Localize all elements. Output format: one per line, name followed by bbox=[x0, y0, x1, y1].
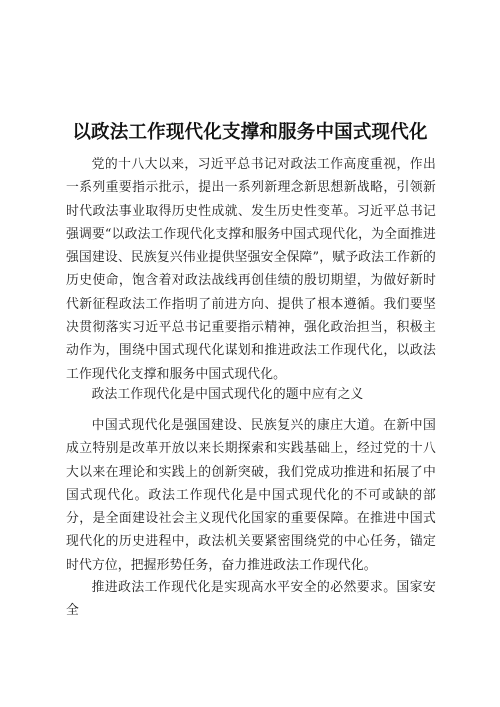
document-title: 以政法工作现代化支撑和服务中国式现代化 bbox=[72, 122, 428, 143]
paragraph-intro: 党的十八大以来，习近平总书记对政法工作高度重视，作出一系列重要指示批示，提出一系列新理念新思想新战略，引领新时代政法事业取得历史性成就、发生历史性变革。习近平总书记强调要“以政法工作现代化支撑和服务中国式现代化，为全面推进强国建设、民族复兴伟业提供坚强安全保障”，赋予政法工作新的历史使命，饱含着对政法战线再创佳绩的殷切期望，为做好新时代新征程政法工作指明了前进方向、提供了根本遵循。我们要坚决贯彻落实习近平总书记重要指示精神，强化政治担当，积极主动作为，围绕中国式现代化谋划和推进政法工作现代化，以政法工作现代化支撑和服务中国式现代化。 bbox=[66, 157, 436, 382]
paragraph-security: 推进政法工作现代化是实现高水平安全的必然要求。国家安全 bbox=[66, 580, 436, 619]
section-subheading: 政法工作现代化是中国式现代化的题中应有之义 bbox=[91, 387, 364, 402]
paragraph-modernization: 中国式现代化是强国建设、民族复兴的康庄大道。在新中国成立特别是改革开放以来长期探索和实践基础上，经过党的十八大以来在理论和实践上的创新突破，我们党成功推进和拓展了中国式现代化。政法工作现代化是中国式现代化的不可或缺的部分，是全面建设社会主义现代化国家的重要保障。在推进中国式现代化的历史进程中，政法机关要紧密围绕党的中心任务，锚定时代方位，把握形势任务，奋力推进政法工作现代化。 bbox=[66, 418, 436, 573]
